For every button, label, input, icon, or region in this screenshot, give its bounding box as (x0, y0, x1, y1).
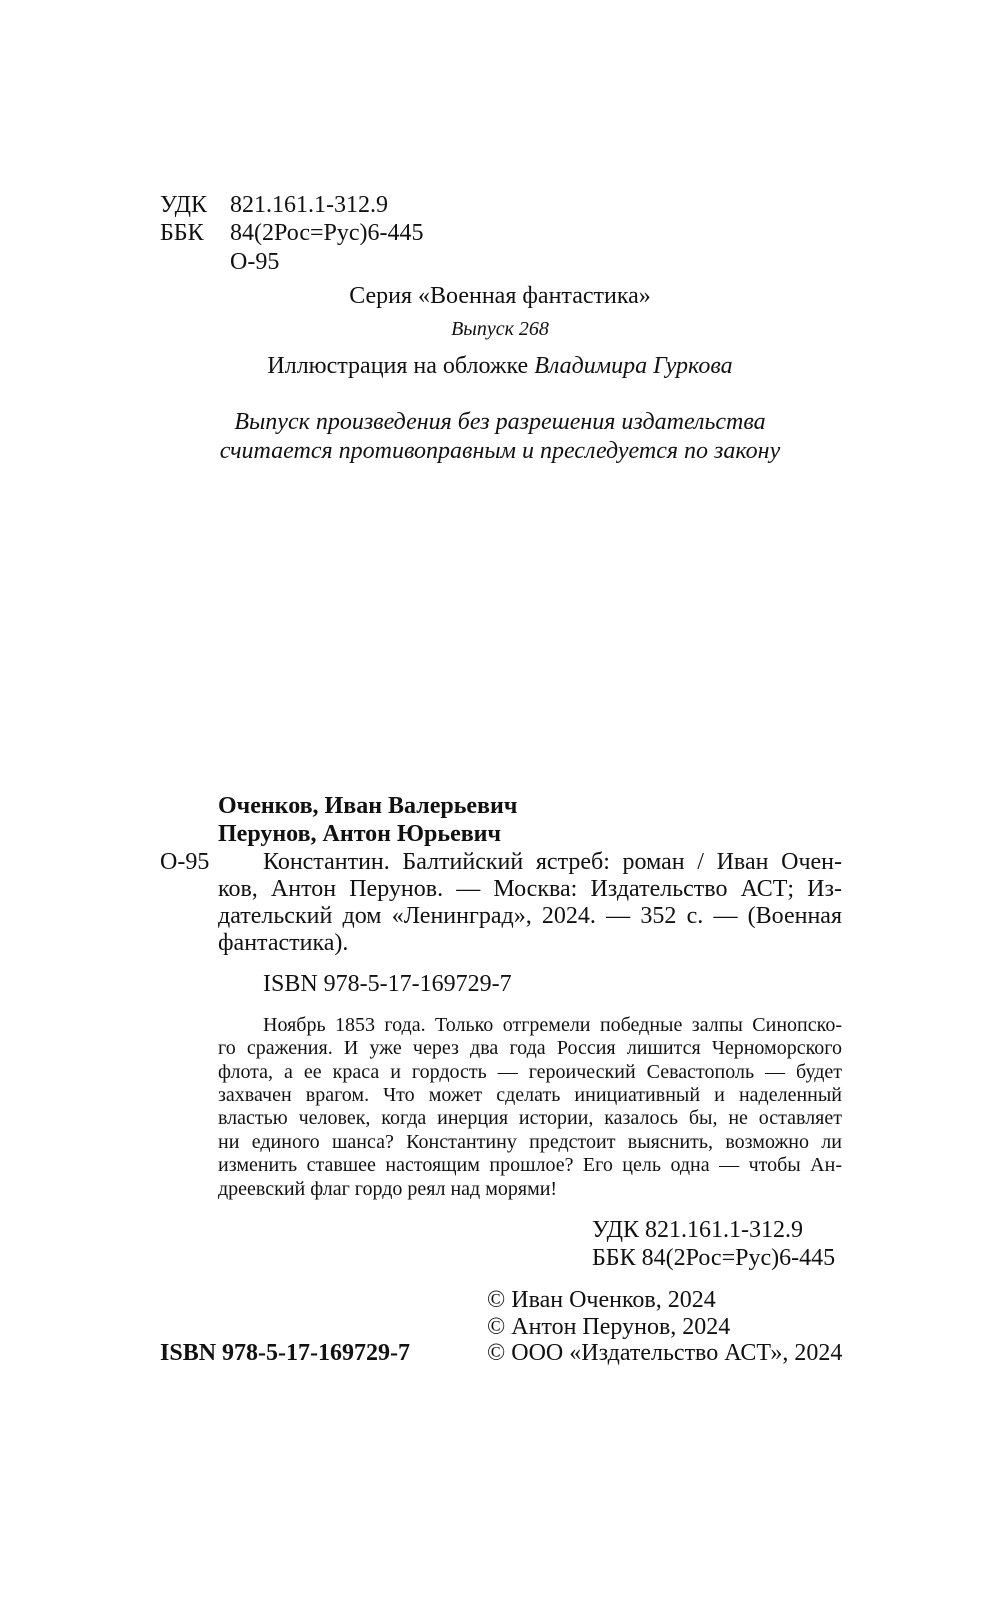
annotation-line: изменить ставшее настоящим прошлое? Его цель одна — чтобы Ан- (218, 1154, 842, 1176)
illustration-prefix: Иллюстрация на обложке (267, 353, 535, 379)
series: Серия «Военная фантастика» (349, 283, 651, 309)
author-mark: О-95 (230, 249, 280, 275)
bbk-value: 84(2Рос=Рус)6-445 (230, 220, 424, 246)
udk-value: 821.161.1-312.9 (230, 192, 388, 218)
copyright-line: © Иван Оченков, 2024 (487, 1287, 716, 1313)
bbk-label: ББК (160, 220, 204, 246)
annotation-line: ни единого шанса? Константину предстоит выяснить, возможно ли (218, 1131, 842, 1153)
author: Перунов, Антон Юрьевич (218, 821, 502, 847)
warning-line: Выпуск произведения без разрешения издательства (234, 409, 766, 435)
card-udk: УДК 821.161.1-312.9 (592, 1217, 803, 1243)
annotation-line: захвачен врагом. Что может сделать инициативный и наделенный (218, 1084, 842, 1106)
annotation-line: го сражения. И уже через два года Россия лишится Черноморского (218, 1037, 842, 1059)
card-bbk: ББК 84(2Рос=Рус)6-445 (592, 1245, 836, 1271)
annotation-line: дреевский флаг гордо реял над морями! (218, 1178, 558, 1200)
illustration-credit (0, 352, 1000, 380)
copyright-line: © ООО «Издательство АСТ», 2024 (487, 1340, 843, 1366)
card-mark: О-95 (160, 849, 210, 875)
bib-line: Константин. Балтийский ястреб: роман / Иван Очен- (263, 849, 842, 875)
footer-isbn: ISBN 978-5-17-169729-7 (160, 1340, 410, 1366)
udk-label: УДК (160, 192, 207, 218)
annotation-line: властью человек, когда инерция истории, казалось бы, не оставляет (218, 1107, 842, 1129)
copyright-line: © Антон Перунов, 2024 (487, 1314, 731, 1340)
illustrator: Владимира Гуркова (534, 353, 733, 379)
annotation-line: флота, а ее краса и гордость — героический Севастополь — будет (218, 1061, 842, 1083)
author: Оченков, Иван Валерьевич (218, 793, 518, 819)
bib-line: дательский дом «Ленинград», 2024. — 352 с. — (Военная (218, 903, 842, 929)
card-isbn: ISBN 978-5-17-169729-7 (263, 971, 512, 997)
bib-line: фантастика). (218, 930, 349, 956)
warning-line: считается противоправным и преследуется по закону (219, 438, 781, 464)
bib-line: ков, Антон Перунов. — Москва: Издательство АСТ; Из- (218, 876, 842, 902)
issue-number: Выпуск 268 (451, 318, 549, 340)
annotation-line: Ноябрь 1853 года. Только отгремели победные залпы Синопско- (263, 1014, 842, 1036)
